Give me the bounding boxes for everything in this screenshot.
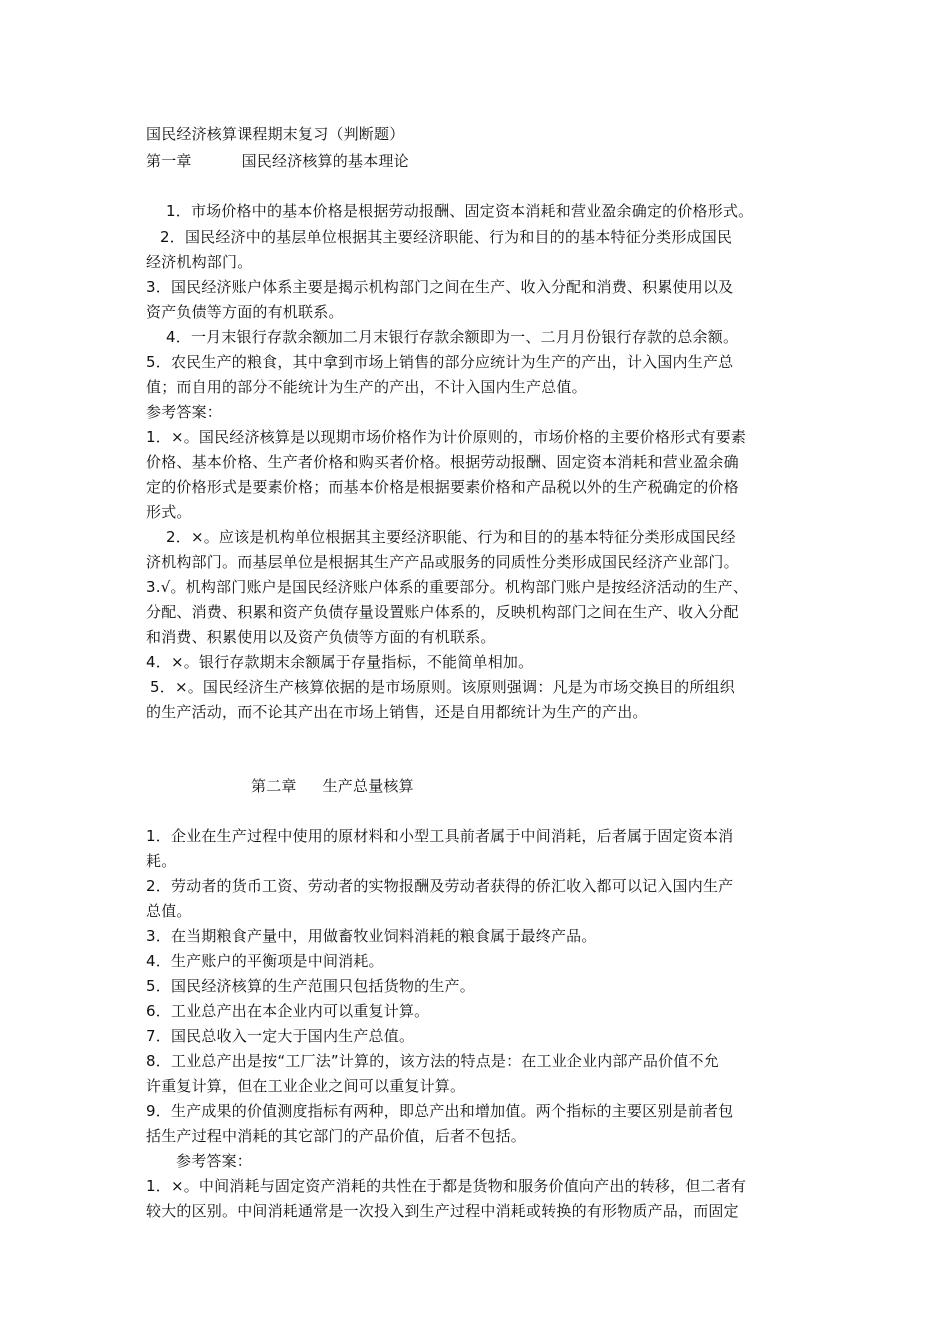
ch2-answer-1-line1: 1．×。中间消耗与固定资产消耗的共性在于都是货物和服务价值向产出的转移，但二者有 (146, 1177, 747, 1195)
ch2-question-3: 3．在当期粮食产量中，用做畜牧业饲料消耗的粮食属于最终产品。 (146, 927, 597, 945)
chapter2-name: 生产总量核算 (322, 777, 414, 795)
chapter2-heading (251, 776, 414, 796)
ch1-answer-5-line2: 的生产活动，而不论其产出在市场上销售，还是自用都统计为生产的产出。 (146, 703, 648, 721)
ch1-question-4: 4．一月末银行存款余额加二月末银行存款余额即为一、二月月份银行存款的总余额。 (166, 328, 739, 346)
ch2-question-9-line2: 括生产过程中消耗的其它部门的产品价值，后者不包括。 (146, 1127, 527, 1145)
ch2-question-8-line2: 许重复计算，但在工业企业之间可以重复计算。 (146, 1077, 466, 1095)
ch1-answer-1-line3: 定的价格形式是要素价格；而基本价格是根据要素价格和产品税以外的生产税确定的价格 (146, 478, 739, 496)
ch1-question-1: 1．市场价格中的基本价格是根据劳动报酬、固定资本消耗和营业盈余确定的价格形式。 (166, 202, 754, 220)
ch2-question-5: 5．国民经济核算的生产范围只包括货物的生产。 (146, 977, 475, 995)
ch1-answer-1-line1: 1．×。国民经济核算是以现期市场价格作为计价原则的，市场价格的主要价格形式有要素 (146, 428, 747, 446)
ch1-answer-1-line2: 价格、基本价格、生产者价格和购买者价格。根据劳动报酬、固定资本消耗和营业盈余确 (146, 453, 739, 471)
ch1-question-3-line1: 3．国民经济账户体系主要是揭示机构部门之间在生产、收入分配和消费、积累使用以及 (146, 278, 734, 296)
ch1-question-3-line2: 资产负债等方面的有机联系。 (146, 303, 344, 321)
ch1-answer-2-line1: 2．×。应该是机构单位根据其主要经济职能、行为和目的的基本特征分类形成国民经 (166, 528, 736, 546)
ch1-answer-3-line1: 3.√。机构部门账户是国民经济账户体系的重要部分。机构部门账户是按经济活动的生产、 (146, 578, 749, 596)
ch1-answers-label: 参考答案： (146, 403, 223, 421)
ch2-question-1-line2: 耗。 (146, 852, 177, 870)
ch1-answer-4: 4．×。银行存款期末余额属于存量指标，不能简单相加。 (146, 653, 534, 671)
ch2-answer-1-line2: 较大的区别。中间消耗通常是一次投入到生产过程中消耗或转换的有形物质产品，而固定 (146, 1202, 739, 1220)
ch2-question-4: 4．生产账户的平衡项是中间消耗。 (146, 952, 384, 970)
chapter1-name: 国民经济核算的基本理论 (241, 152, 409, 170)
ch2-question-7: 7．国民总收入一定大于国内生产总值。 (146, 1027, 415, 1045)
ch1-answer-3-line3: 和消费、积累使用以及资产负债等方面的有机联系。 (146, 628, 496, 646)
ch1-answer-5-line1: 5．×。国民经济生产核算依据的是市场原则。该原则强调：凡是为市场交换目的所组织 (150, 678, 735, 696)
ch1-question-5-line2: 值；而自用的部分不能统计为生产的产出，不计入国内生产总值。 (146, 378, 587, 396)
document-title: 国民经济核算课程期末复习（判断题） (146, 125, 405, 143)
chapter2-label: 第二章 (251, 777, 297, 795)
ch2-question-1-line1: 1．企业在生产过程中使用的原材料和小型工具前者属于中间消耗，后者属于固定资本消 (146, 827, 734, 845)
ch1-answer-1-line4: 形式。 (146, 503, 192, 521)
ch1-answer-2-line2: 济机构部门。而基层单位是根据其生产产品或服务的同质性分类形成国民经济产业部门。 (146, 553, 739, 571)
chapter1-label: 第一章 (146, 152, 192, 170)
ch1-question-2-line1: 2．国民经济中的基层单位根据其主要经济职能、行为和目的的基本特征分类形成国民 (160, 228, 733, 246)
ch2-question-2-line2: 总值。 (146, 902, 192, 920)
ch1-question-5-line1: 5．农民生产的粮食，其中拿到市场上销售的部分应统计为生产的产出，计入国内生产总 (146, 353, 734, 371)
ch2-answers-label: 参考答案： (176, 1152, 253, 1170)
ch2-question-6: 6．工业总产出在本企业内可以重复计算。 (146, 1002, 430, 1020)
chapter1-heading (146, 151, 409, 171)
ch2-question-2-line1: 2．劳动者的货币工资、劳动者的实物报酬及劳动者获得的侨汇收入都可以记入国内生产 (146, 877, 734, 895)
ch1-answer-3-line2: 分配、消费、积累和资产负债存量设置账户体系的，反映机构部门之间在生产、收入分配 (146, 603, 739, 621)
ch2-question-9-line1: 9．生产成果的价值测度指标有两种，即总产出和增加值。两个指标的主要区别是前者包 (146, 1102, 734, 1120)
ch2-question-8-line1: 8．工业总产出是按“工厂法”计算的，该方法的特点是：在工业企业内部产品价值不允 (146, 1052, 719, 1070)
ch1-question-2-line2: 经济机构部门。 (146, 253, 253, 271)
